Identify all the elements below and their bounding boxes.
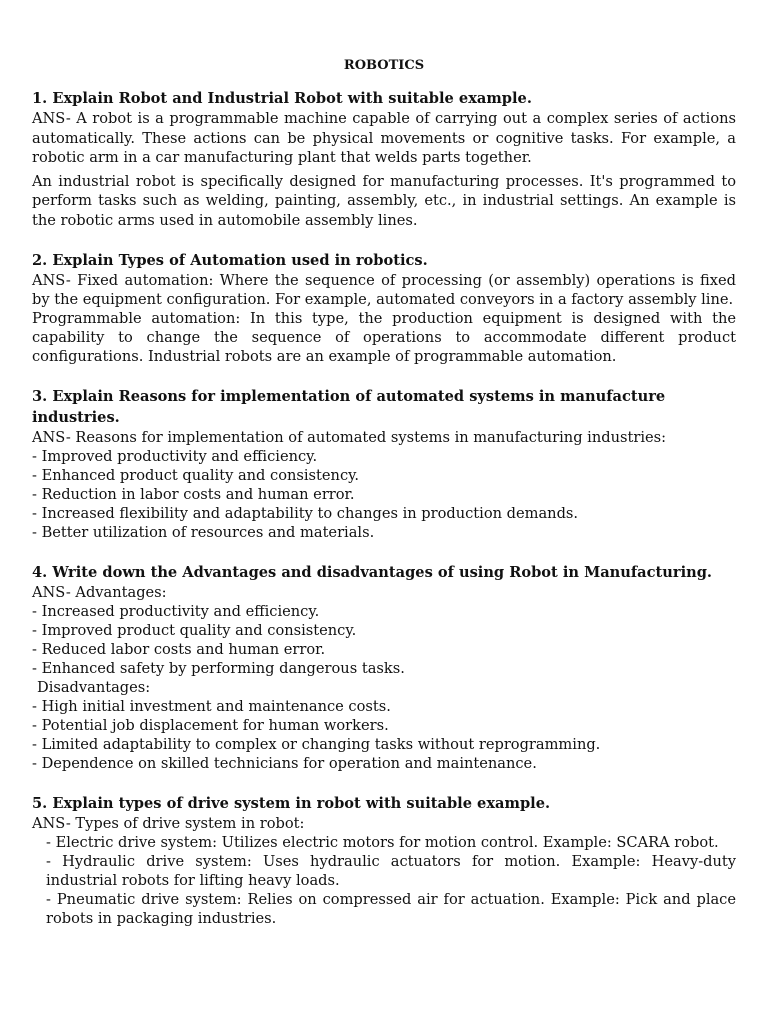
page-title: ROBOTICS bbox=[343, 58, 425, 73]
answer-3-intro: ANS- Reasons for implementation of automated systems in manufacturing industries: bbox=[32, 429, 667, 446]
answer-3-list bbox=[32, 447, 736, 542]
answer-2-paragraph-1: ANS- Fixed automation: Where the sequence of processing (or assembly) operations is fixed by the equipment configuration. For example, automated conveyors in a factory assembly line. bbox=[32, 272, 736, 308]
advantages-label: ANS- Advantages: bbox=[32, 584, 167, 601]
question-1: 1. Explain Robot and Industrial Robot with suitable example. bbox=[32, 90, 532, 107]
list-item: - Limited adaptability to complex or changing tasks without reprogramming. bbox=[32, 736, 601, 753]
disadvantages-list bbox=[32, 697, 736, 773]
drive-pneumatic: - Pneumatic drive system: Relies on compressed air for actuation. Example: Pick and place robots in packaging industries. bbox=[46, 891, 736, 927]
list-item: - Better utilization of resources and materials. bbox=[32, 524, 375, 541]
list-item: - Enhanced product quality and consistency. bbox=[32, 467, 360, 484]
list-item: - Increased flexibility and adaptability to changes in production demands. bbox=[32, 505, 579, 522]
question-3: 3. Explain Reasons for implementation of automated systems in manufacture industries. bbox=[32, 388, 666, 426]
list-item: - Reduced labor costs and human error. bbox=[32, 641, 326, 658]
question-4: 4. Write down the Advantages and disadvantages of using Robot in Manufacturing. bbox=[32, 564, 713, 581]
advantages-list bbox=[32, 602, 736, 678]
document-page bbox=[32, 56, 736, 928]
section-2 bbox=[32, 250, 736, 366]
section-4 bbox=[32, 562, 736, 773]
answer-1-paragraph-1: ANS- A robot is a programmable machine capable of carrying out a complex series of actions automatically. These actions can be physical movements or cognitive tasks. For example, a robotic arm in a car manufacturing plant that welds parts together. bbox=[32, 110, 736, 166]
list-item: - Potential job displacement for human workers. bbox=[32, 717, 389, 734]
list-item: - Increased productivity and efficiency. bbox=[32, 603, 320, 620]
answer-1-paragraph-2: An industrial robot is specifically designed for manufacturing processes. It's programmed to perform tasks such as welding, painting, assembly, etc., in industrial settings. An example is the robotic arms used in automobile assembly lines. bbox=[32, 172, 736, 229]
drive-hydraulic: - Hydraulic drive system: Uses hydraulic actuators for motion. Example: Heavy-duty industrial robots for lifting heavy loads. bbox=[46, 853, 736, 889]
list-item: - Improved product quality and consistency. bbox=[32, 622, 357, 639]
section-5 bbox=[32, 793, 736, 928]
answer-2-paragraph-2: Programmable automation: In this type, the production equipment is designed with the capability to change the sequence of operations to accommodate different product configurations. Industrial robots are an example of programmable automation. bbox=[32, 310, 736, 365]
list-item: - Improved productivity and efficiency. bbox=[32, 448, 318, 465]
list-item: - Dependence on skilled technicians for operation and maintenance. bbox=[32, 755, 537, 772]
list-item: - High initial investment and maintenance costs. bbox=[32, 698, 391, 715]
question-2: 2. Explain Types of Automation used in robotics. bbox=[32, 252, 428, 269]
section-1 bbox=[32, 88, 736, 230]
list-item: - Reduction in labor costs and human error. bbox=[32, 486, 355, 503]
list-item: - Enhanced safety by performing dangerous tasks. bbox=[32, 660, 405, 677]
answer-5-intro: ANS- Types of drive system in robot: bbox=[32, 815, 305, 832]
drive-electric: - Electric drive system: Utilizes electric motors for motion control. Example: SCARA robot. bbox=[46, 834, 719, 851]
section-3 bbox=[32, 386, 736, 542]
disadvantages-label: Disadvantages: bbox=[37, 679, 151, 696]
question-5: 5. Explain types of drive system in robot with suitable example. bbox=[32, 795, 551, 812]
